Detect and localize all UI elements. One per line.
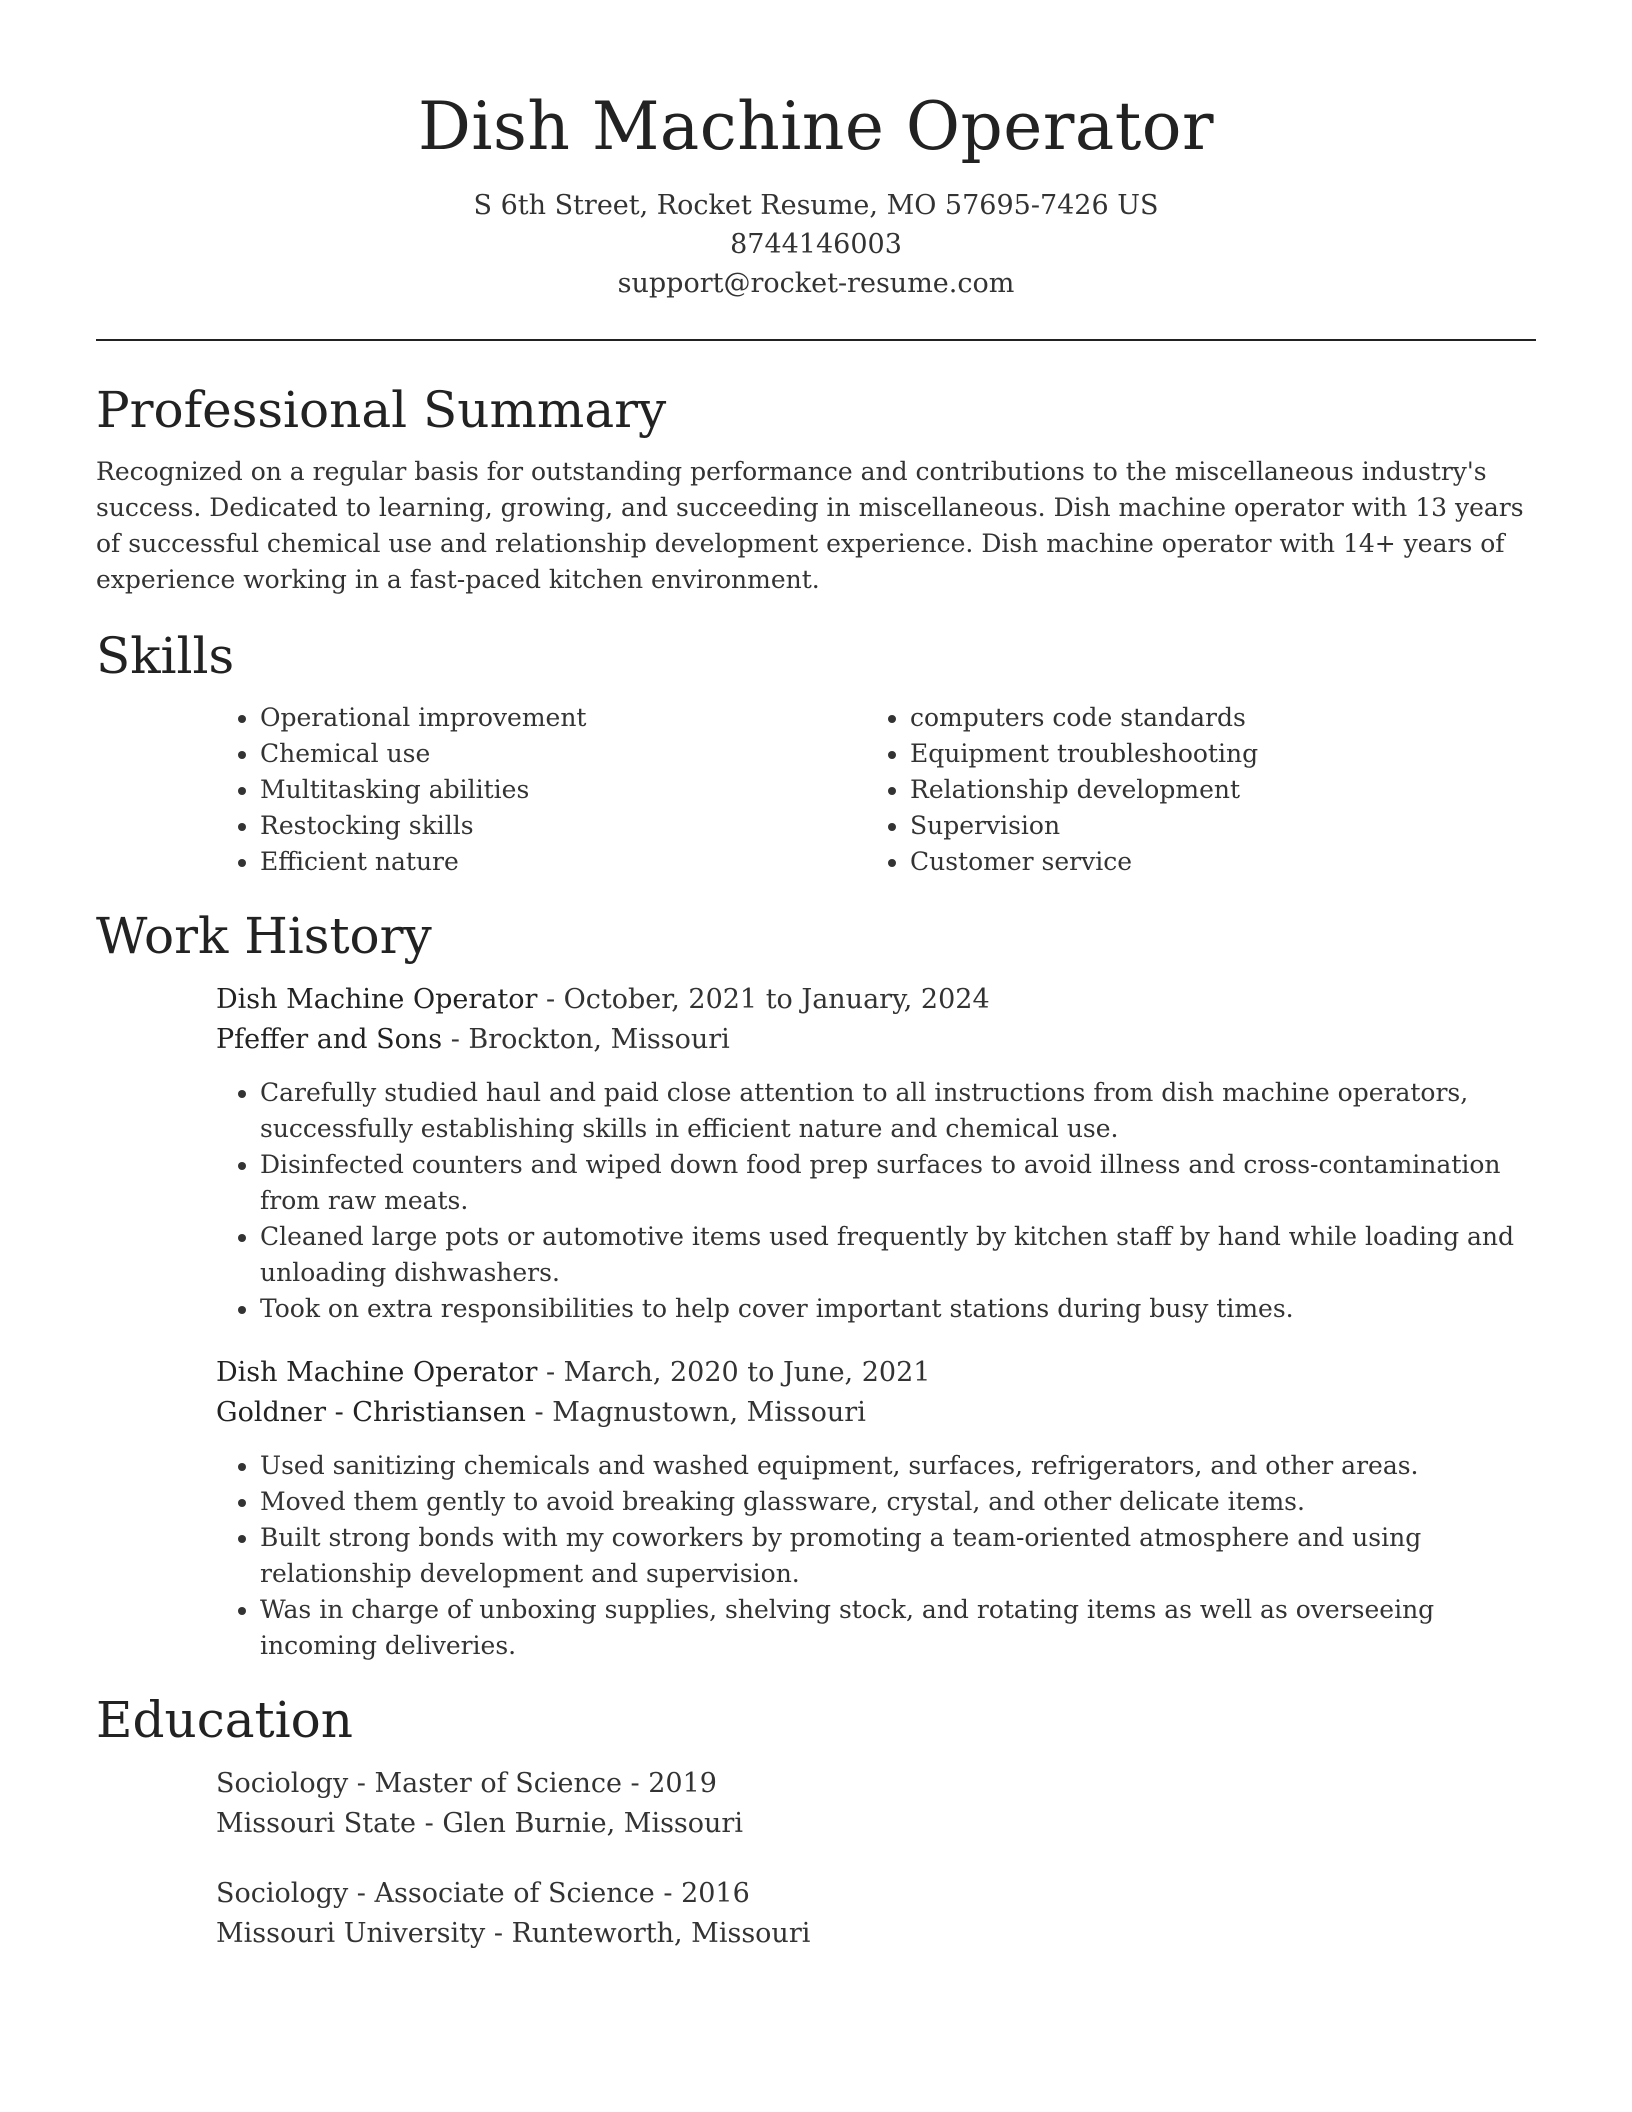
skill-item: • Customer service bbox=[910, 844, 1506, 880]
skill-item: • Chemical use bbox=[260, 736, 866, 772]
skills-column-left bbox=[216, 700, 866, 880]
header-divider bbox=[96, 339, 1536, 341]
education-field: Sociology bbox=[216, 1768, 349, 1799]
job-entry bbox=[216, 1353, 1536, 1664]
skill-item: • Equipment troubleshooting bbox=[910, 736, 1506, 772]
job-bullet: • Built strong bonds with my coworkers by promoting a team-oriented atmosphere and using relationship development and supervision. bbox=[260, 1520, 1536, 1592]
education-degree-line bbox=[216, 1764, 1536, 1804]
skill-item: • Efficient nature bbox=[260, 844, 866, 880]
education-degree: - Associate of Science - 2016 bbox=[348, 1878, 750, 1909]
work-heading: Work History bbox=[96, 907, 432, 965]
job-bullet: • Used sanitizing chemicals and washed equipment, surfaces, refrigerators, and other areas. bbox=[260, 1448, 1536, 1484]
job-bullet: • Was in charge of unboxing supplies, shelving stock, and rotating items as well as overseeing incoming deliveries. bbox=[260, 1592, 1536, 1664]
contact-phone: 8744146003 bbox=[730, 229, 902, 260]
skill-item: • Relationship development bbox=[910, 772, 1506, 808]
skills-heading: Skills bbox=[96, 627, 235, 685]
job-title-line bbox=[216, 980, 1536, 1020]
skill-item: • computers code standards bbox=[910, 700, 1506, 736]
job-bullet: • Disinfected counters and wiped down food prep surfaces to avoid illness and cross-contamination from raw meats. bbox=[260, 1147, 1536, 1219]
education-degree-line bbox=[216, 1874, 1536, 1914]
education-school-line bbox=[216, 1804, 1536, 1844]
education-heading: Education bbox=[96, 1691, 353, 1749]
job-bullet: • Carefully studied haul and paid close attention to all instructions from dish machine operators, successfully establishing skills in efficient nature and chemical use. bbox=[260, 1075, 1536, 1147]
skills-column-right bbox=[866, 700, 1506, 880]
job-title-line bbox=[216, 1353, 1536, 1393]
job-location: - Brockton, Missouri bbox=[442, 1024, 730, 1055]
candidate-name: Dish Machine Operator bbox=[417, 88, 1215, 165]
job-entry bbox=[216, 980, 1536, 1327]
education-location: - Glen Burnie, Missouri bbox=[416, 1808, 743, 1839]
education-section bbox=[96, 1688, 1536, 1954]
education-location: - Runteworth, Missouri bbox=[485, 1918, 811, 1949]
contact-address: S 6th Street, Rocket Resume, MO 57695-7426 US bbox=[473, 190, 1159, 221]
skills-section bbox=[96, 624, 1536, 880]
education-school-line bbox=[216, 1914, 1536, 1954]
job-dates: - October, 2021 to January, 2024 bbox=[537, 984, 990, 1015]
skill-item: • Operational improvement bbox=[260, 700, 866, 736]
education-school: Missouri State bbox=[216, 1808, 417, 1839]
education-entry bbox=[216, 1874, 1536, 1954]
job-bullets bbox=[216, 1075, 1536, 1327]
job-role: Dish Machine Operator bbox=[216, 984, 538, 1015]
summary-text: Recognized on a regular basis for outstanding performance and contributions to the miscellaneous industry's success. Dedicated to learning, growing, and succeeding in miscellaneous. Dish machine operator with 13 years of successful chemical use and relationship development experience. Dish machine operator with 14+ years of experience working in a fast-paced kitchen environment. bbox=[96, 457, 1524, 594]
job-bullet: • Moved them gently to avoid breaking glassware, crystal, and other delicate items. bbox=[260, 1484, 1536, 1520]
job-location: - Magnustown, Missouri bbox=[525, 1397, 866, 1428]
job-company-line bbox=[216, 1393, 1536, 1433]
skills-list bbox=[216, 700, 1536, 880]
summary-heading: Professional Summary bbox=[96, 381, 667, 439]
job-company: Pfeffer and Sons bbox=[216, 1024, 443, 1055]
skill-item: • Supervision bbox=[910, 808, 1506, 844]
education-degree: - Master of Science - 2019 bbox=[348, 1768, 717, 1799]
job-dates: - March, 2020 to June, 2021 bbox=[537, 1357, 931, 1388]
resume-header bbox=[96, 0, 1536, 303]
job-company-line bbox=[216, 1020, 1536, 1060]
contact-email: support@rocket-resume.com bbox=[617, 268, 1015, 299]
job-company: Goldner - Christiansen bbox=[216, 1397, 526, 1428]
education-school: Missouri University bbox=[216, 1918, 486, 1949]
job-bullet: • Cleaned large pots or automotive items used frequently by kitchen staff by hand while loading and unloading dishwashers. bbox=[260, 1219, 1536, 1291]
work-section bbox=[96, 904, 1536, 1664]
education-field: Sociology bbox=[216, 1878, 349, 1909]
job-bullets bbox=[216, 1448, 1536, 1664]
job-bullet: • Took on extra responsibilities to help cover important stations during busy times. bbox=[260, 1291, 1536, 1327]
skill-item: • Multitasking abilities bbox=[260, 772, 866, 808]
education-entry bbox=[216, 1764, 1536, 1844]
job-role: Dish Machine Operator bbox=[216, 1357, 538, 1388]
resume-page bbox=[96, 0, 1536, 1954]
skill-item: • Restocking skills bbox=[260, 808, 866, 844]
summary-section bbox=[96, 378, 1536, 598]
